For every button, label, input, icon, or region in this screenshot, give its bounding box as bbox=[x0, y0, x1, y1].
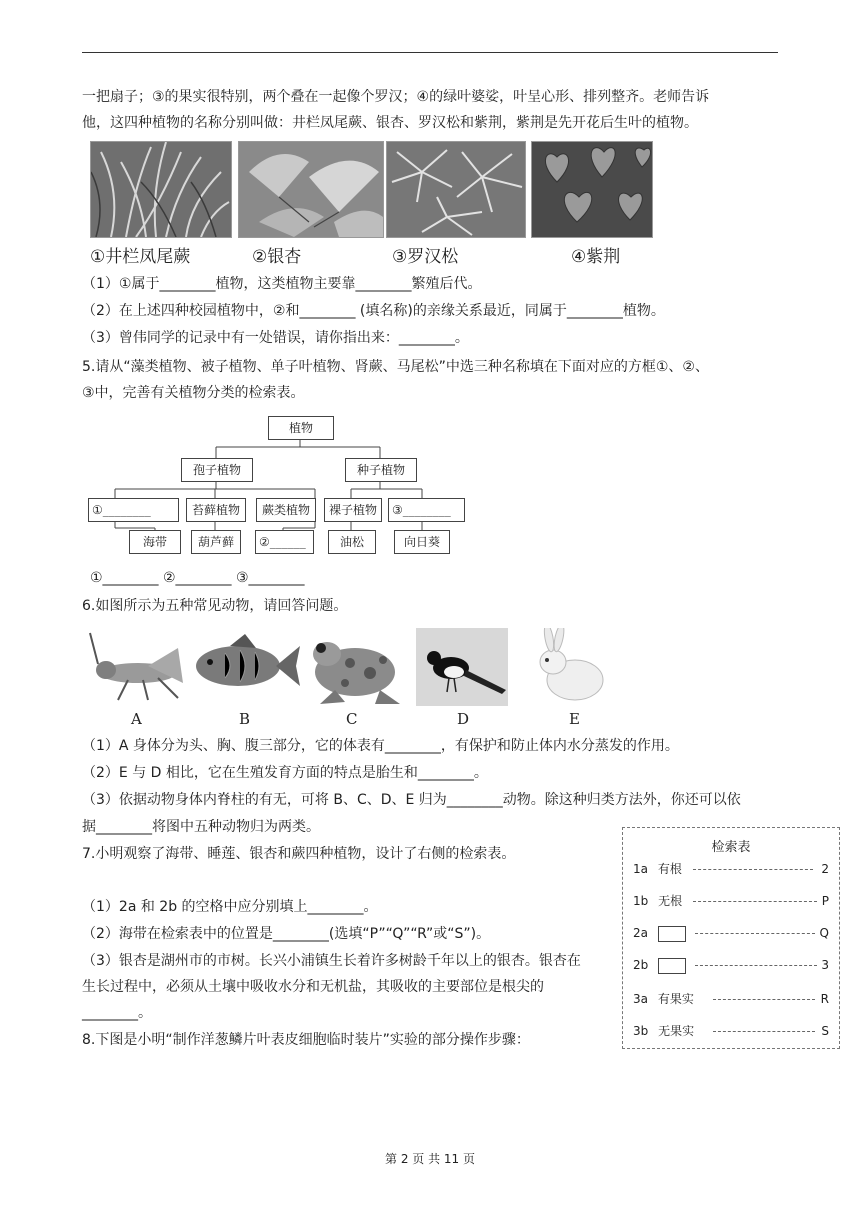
key-row-target: P bbox=[821, 894, 829, 908]
key-row bbox=[633, 1022, 829, 1040]
grasshopper-photo bbox=[88, 628, 188, 706]
text-line: 他，这四种植物的名称分别叫做：井栏凤尾蕨、银杏、罗汉松和紫荆，紫荆是先开花后生叶的植物。 bbox=[82, 115, 698, 131]
animal-label: D bbox=[457, 710, 470, 728]
question-4-2: （2）在上述四种校园植物中，②和________ (填名称)的亲缘关系最近，同属于________植物。 bbox=[82, 303, 665, 319]
tree-node-blank-1: ①________ bbox=[88, 498, 179, 522]
key-row-leader bbox=[693, 901, 817, 902]
key-row bbox=[633, 924, 829, 942]
question-6-2: （2）E 与 D 相比，它在生殖发育方面的特点是胎生和________。 bbox=[82, 765, 488, 781]
plant-caption: ④紫荆 bbox=[571, 247, 621, 267]
animal-label: E bbox=[569, 710, 580, 728]
key-row-target: 3 bbox=[821, 958, 829, 972]
plant-caption: ③罗汉松 bbox=[392, 247, 459, 267]
question-6: 6.如图所示为五种常见动物，请回答问题。 bbox=[82, 598, 348, 614]
key-row-leader bbox=[713, 1031, 815, 1032]
question-7: 7.小明观察了海带、睡莲、银杏和蕨四种植物，设计了右侧的检索表。 bbox=[82, 846, 516, 862]
question-4-1: （1）①属于________植物，这类植物主要靠________繁殖后代。 bbox=[82, 276, 482, 292]
key-row-target: 2 bbox=[821, 862, 829, 876]
question-6-1: （1）A 身体分为头、胸、腹三部分，它的体表有________，有保护和防止体内水分蒸发的作用。 bbox=[82, 738, 679, 754]
key-row-leader bbox=[695, 965, 817, 966]
question-8: 8.下图是小明“制作洋葱鳞片叶表皮细胞临时装片”实验的部分操作步骤： bbox=[82, 1032, 530, 1048]
key-row-text: 有根 bbox=[657, 862, 682, 876]
plant-caption: ②银杏 bbox=[252, 247, 302, 267]
question-7-3: （3）银杏是湖州市的市树。长兴小浦镇生长着许多树龄千年以上的银杏。银杏在 bbox=[82, 953, 581, 969]
page-footer: 第 2 页 共 11 页 bbox=[385, 1152, 475, 1166]
tree-node-seed: 种子植物 bbox=[345, 458, 417, 482]
key-row-code: 1b bbox=[633, 894, 649, 908]
question-7-1: （1）2a 和 2b 的空格中应分别填上________。 bbox=[82, 899, 378, 915]
question-7-3-end: ________。 bbox=[82, 1005, 152, 1021]
fern-photo bbox=[90, 141, 232, 238]
question-6-3-cont: 据________将图中五种动物归为两类。 bbox=[82, 819, 320, 835]
ginkgo-photo bbox=[238, 141, 384, 238]
tree-leaf-moss-example: 葫芦藓 bbox=[191, 530, 241, 554]
question-5-line: ③中，完善有关植物分类的检索表。 bbox=[82, 385, 305, 401]
tree-leaf-pine: 油松 bbox=[328, 530, 376, 554]
animal-label: A bbox=[131, 710, 142, 728]
key-row bbox=[633, 892, 829, 910]
question-7-2: （2）海带在检索表中的位置是________(选填“P”“Q”“R”或“S”)。 bbox=[82, 926, 491, 942]
tree-node-blank-3: ③________ bbox=[388, 498, 465, 522]
key-row-code: 3b bbox=[633, 1024, 649, 1038]
tree-node-root: 植物 bbox=[268, 416, 334, 440]
key-row-leader bbox=[693, 869, 813, 870]
key-row-text: 无果实 bbox=[658, 1024, 695, 1038]
tree-leaf-sunflower: 向日葵 bbox=[394, 530, 450, 554]
question-6-3: （3）依据动物身体内脊柱的有无，可将 B、C、D、E 归为________动物。除这种归类方法外，你还可以依 bbox=[82, 792, 741, 808]
key-table bbox=[622, 827, 840, 1049]
tree-node-gymnosperm: 裸子植物 bbox=[324, 498, 382, 522]
key-row-blank-box bbox=[658, 958, 686, 974]
tree-node-fern: 蕨类植物 bbox=[256, 498, 316, 522]
tree-node-moss: 苔藓植物 bbox=[186, 498, 246, 522]
key-row-code: 2a bbox=[633, 926, 648, 940]
animal-label: C bbox=[346, 710, 358, 728]
classification-tree bbox=[85, 414, 485, 554]
question-5-line: 5.请从“藻类植物、被子植物、单子叶植物、肾蕨、马尾松”中选三种名称填在下面对应的方框①、②、 bbox=[82, 359, 709, 375]
key-row-leader bbox=[695, 933, 815, 934]
key-row-blank-box bbox=[658, 926, 686, 942]
plant-caption: ①井栏凤尾蕨 bbox=[90, 247, 191, 267]
key-row-target: Q bbox=[819, 926, 829, 940]
key-row-text: 有果实 bbox=[657, 992, 694, 1006]
key-row-code: 2b bbox=[633, 958, 649, 972]
question-4-3: （3）曾伟同学的记录中有一处错误，请你指出来：________。 bbox=[82, 330, 469, 346]
frog-photo bbox=[305, 628, 405, 706]
key-row bbox=[633, 956, 829, 974]
header-rule bbox=[82, 52, 778, 53]
redbud-photo bbox=[531, 141, 653, 238]
animal-label: B bbox=[239, 710, 251, 728]
podocarpus-photo bbox=[386, 141, 526, 238]
key-row-target: S bbox=[821, 1024, 829, 1038]
key-row-leader bbox=[713, 999, 815, 1000]
tree-leaf-kelp: 海带 bbox=[129, 530, 181, 554]
key-row bbox=[633, 860, 829, 878]
question-5-answers: ①________ ②________ ③________ bbox=[90, 570, 305, 586]
question-7-3-cont: 生长过程中，必须从土壤中吸收水分和无机盐，其吸收的主要部位是根尖的 bbox=[82, 979, 544, 995]
rabbit-photo bbox=[531, 628, 611, 706]
key-row bbox=[633, 990, 829, 1008]
text-line: 一把扇子；③的果实很特别，两个叠在一起像个罗汉；④的绿叶婆娑，叶呈心形、排列整齐。老师告诉 bbox=[82, 89, 710, 105]
key-table-title: 检索表 bbox=[711, 840, 751, 855]
key-row-text: 无根 bbox=[658, 894, 683, 908]
tree-leaf-blank-2: ②______ bbox=[255, 530, 314, 554]
tree-node-spore: 孢子植物 bbox=[181, 458, 253, 482]
fish-photo bbox=[190, 628, 302, 706]
key-row-code: 1a bbox=[633, 862, 648, 876]
key-row-target: R bbox=[820, 992, 829, 1006]
key-row-code: 3a bbox=[633, 992, 648, 1006]
magpie-photo bbox=[416, 628, 508, 706]
